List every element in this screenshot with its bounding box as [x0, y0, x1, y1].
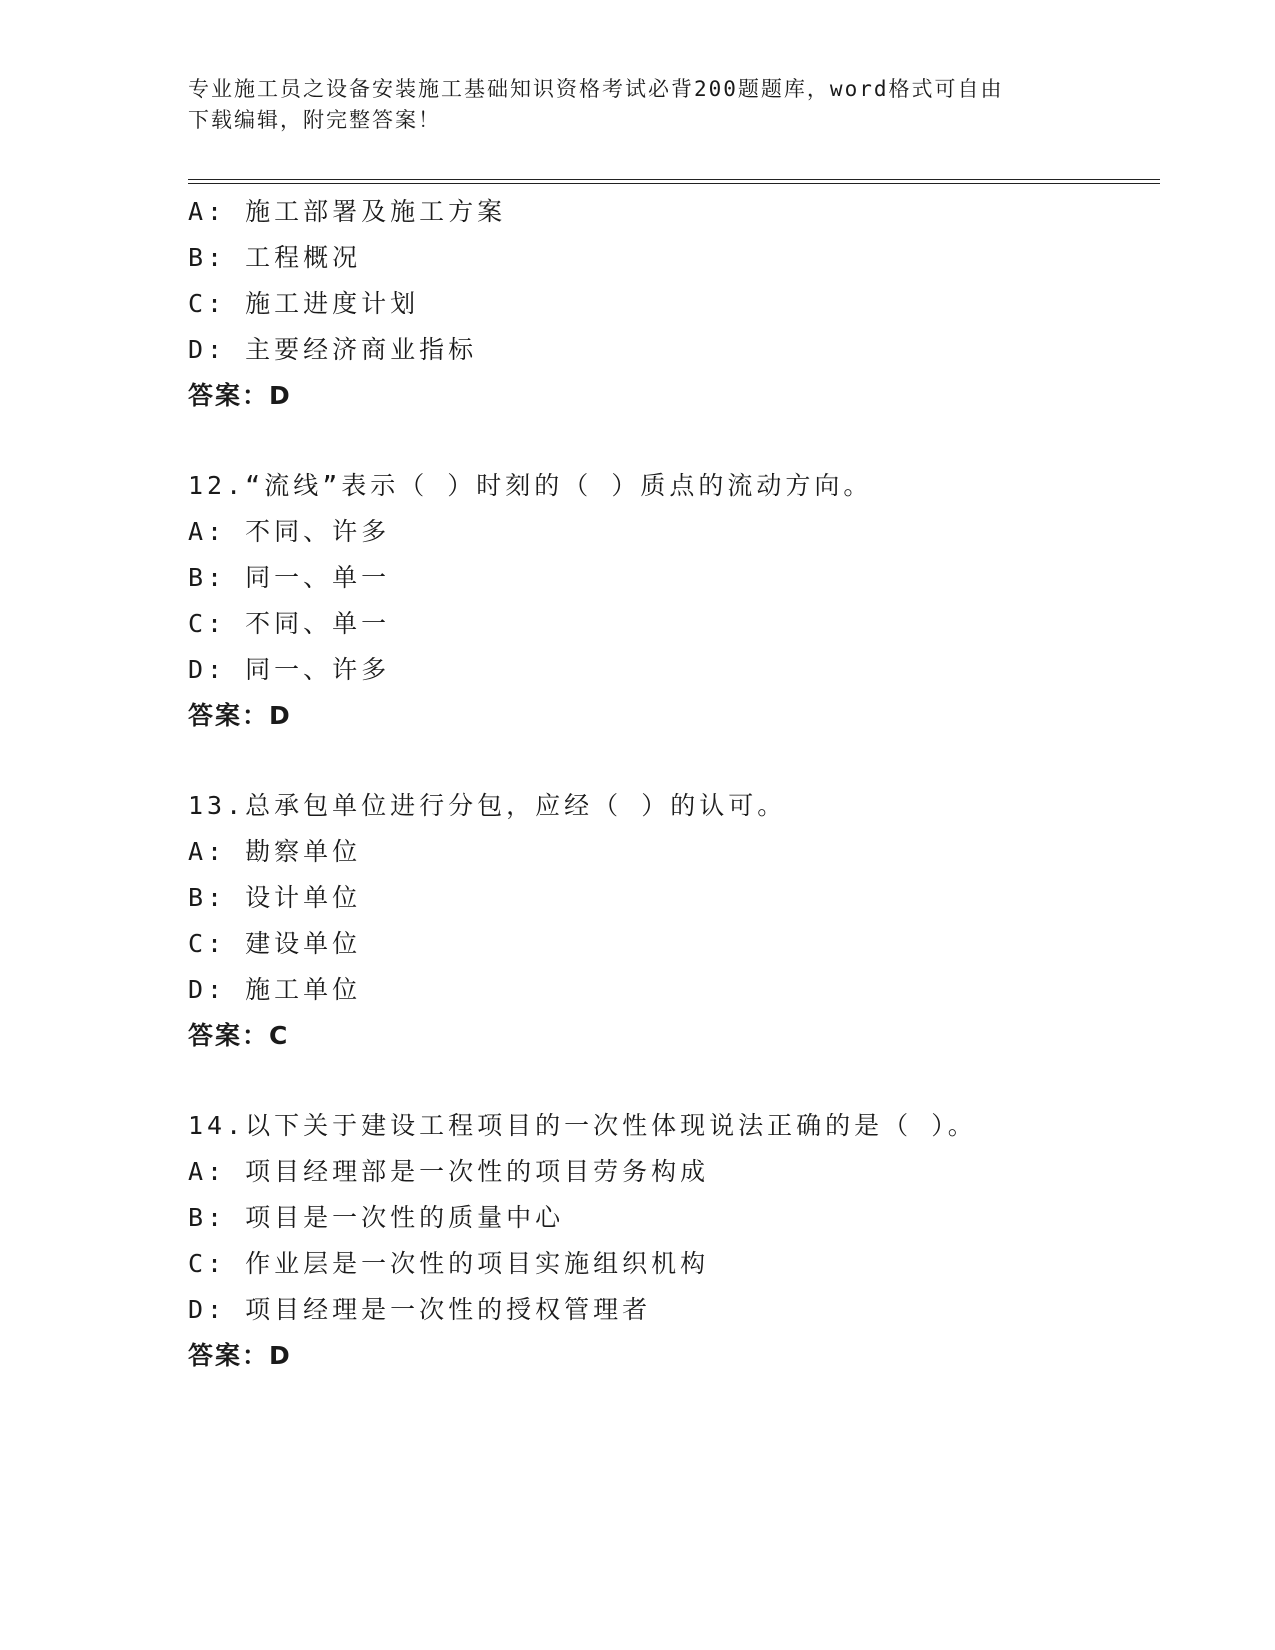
question-block: [188, 783, 1160, 1059]
option-d: D: 主要经济商业指标: [188, 335, 478, 364]
question-block: [188, 1103, 1160, 1379]
question-list: [188, 189, 1160, 1379]
option-b: B: 设计单位: [188, 883, 362, 912]
answer: 答案：D: [188, 1341, 292, 1370]
option-a: A: 项目经理部是一次性的项目劳务构成: [188, 1157, 710, 1186]
answer: 答案：C: [188, 1021, 290, 1050]
header-line-2: 下载编辑，附完整答案！: [188, 108, 441, 132]
document-header: [188, 74, 1088, 136]
option-c: C: 作业层是一次性的项目实施组织机构: [188, 1249, 710, 1278]
header-divider-bottom: [188, 183, 1160, 184]
option-c: C: 施工进度计划: [188, 289, 420, 318]
option-a: A: 施工部署及施工方案: [188, 197, 507, 226]
option-d: D: 项目经理是一次性的授权管理者: [188, 1295, 652, 1324]
option-a: A: 勘察单位: [188, 837, 362, 866]
option-c: C: 不同、单一: [188, 609, 391, 638]
option-d: D: 同一、许多: [188, 655, 391, 684]
answer: 答案：D: [188, 701, 292, 730]
option-b: B: 项目是一次性的质量中心: [188, 1203, 565, 1232]
question-text: 13.总承包单位进行分包，应经（ ）的认可。: [188, 791, 787, 820]
option-b: B: 工程概况: [188, 243, 362, 272]
question-text: 14.以下关于建设工程项目的一次性体现说法正确的是（ ）。: [188, 1111, 977, 1140]
option-d: D: 施工单位: [188, 975, 362, 1004]
question-text: 12.“流线”表示（ ）时刻的（ ）质点的流动方向。: [188, 471, 873, 500]
header-divider-top: [188, 179, 1160, 180]
question-block: [188, 463, 1160, 739]
option-b: B: 同一、单一: [188, 563, 391, 592]
question-block: [188, 189, 1160, 419]
header-line-1: 专业施工员之设备安装施工基础知识资格考试必背200题题库，word格式可自由: [188, 77, 1004, 101]
option-a: A: 不同、许多: [188, 517, 391, 546]
option-c: C: 建设单位: [188, 929, 362, 958]
answer: 答案：D: [188, 381, 292, 410]
